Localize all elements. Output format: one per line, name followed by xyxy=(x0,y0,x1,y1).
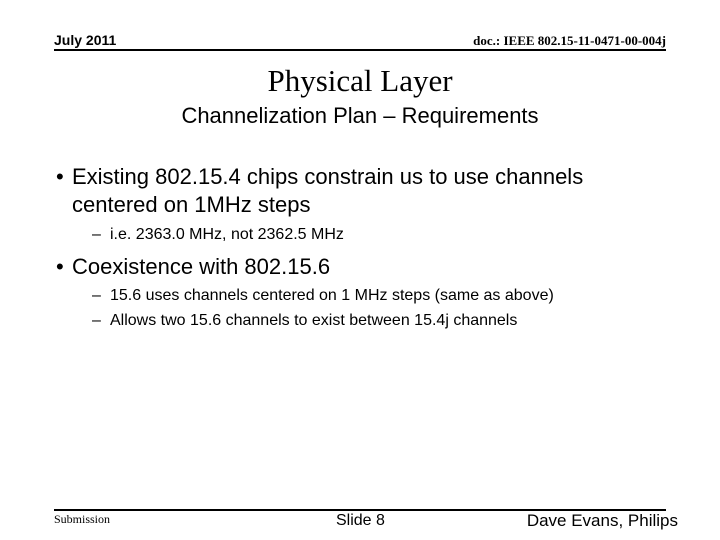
bullet-item-chips xyxy=(56,163,656,219)
header-date: July 2011 xyxy=(54,32,117,48)
bullet-item-coexistence xyxy=(56,253,656,281)
sub-bullet-item xyxy=(92,225,672,245)
footer-slide-number: Slide 8 xyxy=(336,512,385,529)
sub-bullet-marker: – xyxy=(92,226,101,243)
sub-bullet-text: i.e. 2363.0 MHz, not 2362.5 MHz xyxy=(110,226,344,243)
sub-bullet-marker: – xyxy=(92,287,101,304)
bullet-text: Existing 802.15.4 chips constrain us to use channels centered on 1MHz steps xyxy=(72,164,584,217)
header-divider xyxy=(54,49,666,51)
sub-bullet-item xyxy=(92,286,672,306)
slide-title: Physical Layer xyxy=(267,63,453,98)
bullet-text: Coexistence with 802.15.6 xyxy=(72,254,331,279)
sub-bullet-text: 15.6 uses channels centered on 1 MHz steps (same as above) xyxy=(110,287,554,304)
sub-bullet-item xyxy=(92,311,672,331)
slide-subtitle: Channelization Plan – Requirements xyxy=(181,103,539,128)
sub-bullet-marker: – xyxy=(92,312,101,329)
footer-submission: Submission xyxy=(54,512,111,526)
header-doc-id: doc.: IEEE 802.15-11-0471-00-004j xyxy=(473,33,666,48)
footer-author: Dave Evans, Philips xyxy=(526,511,678,530)
bullet-marker: • xyxy=(56,254,64,279)
bullet-marker: • xyxy=(56,164,64,189)
sub-bullet-text: Allows two 15.6 channels to exist between 15.4j channels xyxy=(110,312,518,329)
